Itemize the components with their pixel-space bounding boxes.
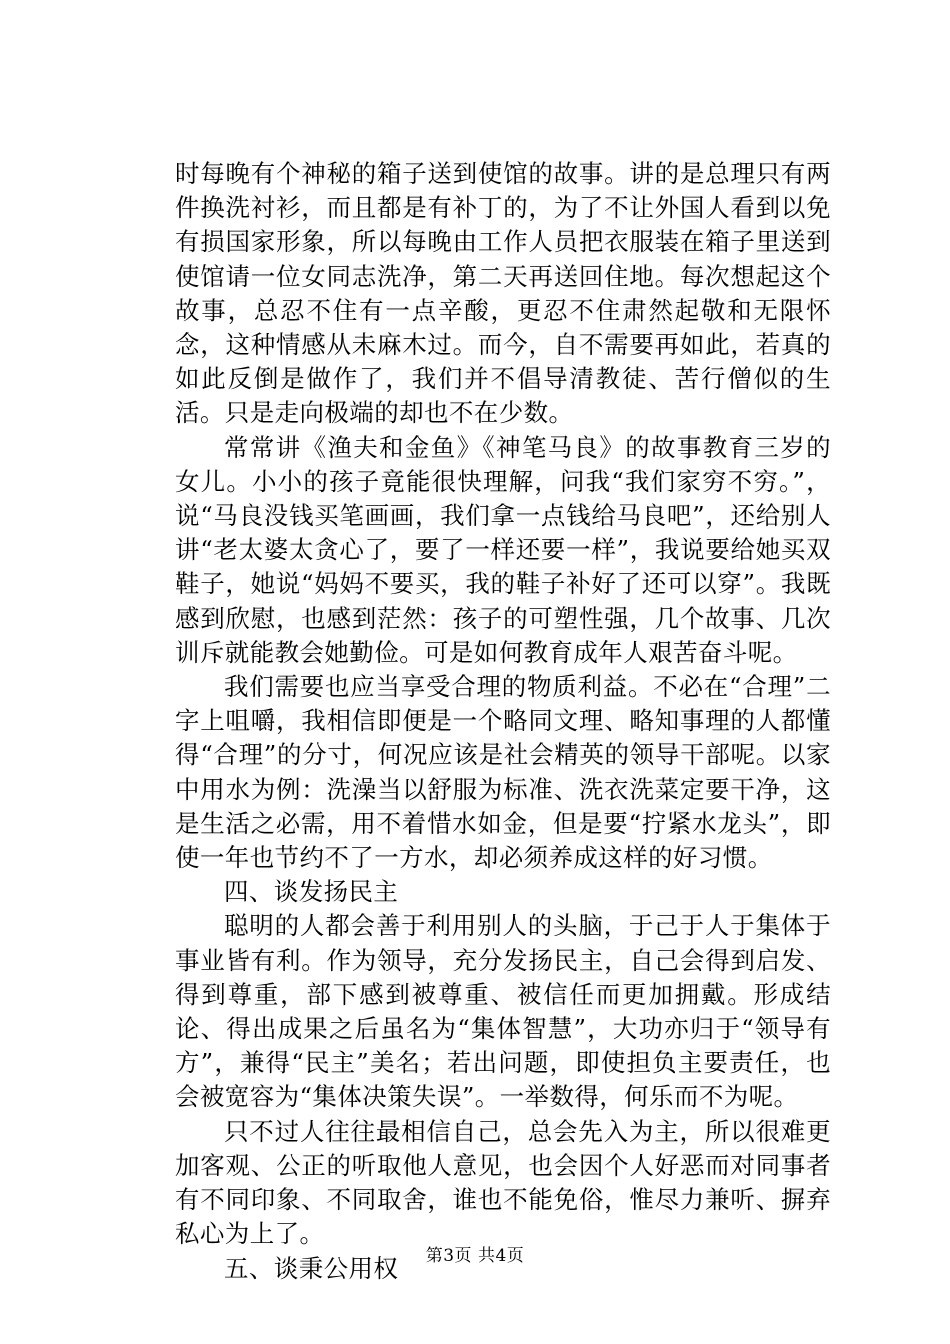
document-body	[175, 157, 831, 1286]
section-heading-power: 五、谈秉公用权	[224, 1253, 399, 1283]
paragraph-democracy: 聪明的人都会善于利用别人的头脑，于己于人于集体于事业皆有利。作为领导，充分发扬民主，自己会得到启发、得到尊重，部下感到被尊重、被信任而更加拥戴。形成结论、得出成果之后虽名为“集体智慧”，大功亦归于“领导有方”，兼得“民主”美名；若出问题，即使担负主要责任，也会被宽容为“集体决策失误”。一举数得，何乐而不为呢。	[175, 911, 831, 1112]
paragraph-listen-others: 只不过人往往最相信自己，总会先入为主，所以很难更加客观、公正的听取他人意见，也会因个人好恶而对同事者有不同印象、不同取舍，谁也不能免俗，惟尽力兼听、摒弃私心为上了。	[175, 1116, 831, 1249]
paragraph-reasonable-interest: 我们需要也应当享受合理的物质利益。不必在“合理”二字上咀嚼，我相信即便是一个略同文理、略知事理的人都懂得“合理”的分寸，何况应该是社会精英的领导干部呢。以家中用水为例：洗澡当以舒服为标准、洗衣洗菜定要干净，这是生活之必需，用不着惜水如金，但是要“拧紧水龙头”，即使一年也节约不了一方水，却必须养成这样的好习惯。	[175, 672, 831, 873]
section-heading-democracy: 四、谈发扬民主	[224, 877, 399, 907]
paragraph-continuation: 时每晚有个神秘的箱子送到使馆的故事。讲的是总理只有两件换洗衬衫，而且都是有补丁的，为了不让外国人看到以免有损国家形象，所以每晚由工作人员把衣服装在箱子里送到使馆请一位女同志洗净，第二天再送回住地。每次想起这个故事，总忍不住有一点辛酸，更忍不住肃然起敬和无限怀念，这种情感从未麻木过。而今，自不需要再如此，若真的如此反倒是做作了，我们并不倡导清教徒、苦行僧似的生活。只是走向极端的却也不在少数。	[175, 159, 831, 428]
page-footer: 第3页 共4页	[425, 1246, 525, 1266]
paragraph-daughter-story: 常常讲《渔夫和金鱼》《神笔马良》的故事教育三岁的女儿。小小的孩子竟能很快理解，问我“我们家穷不穷。”，说“马良没钱买笔画画，我们拿一点钱给马良吧”，还给别人讲“老太婆太贪心了，要了一样还要一样”，我说要给她买双鞋子，她说“妈妈不要买，我的鞋子补好了还可以穿”。我既感到欣慰，也感到茫然：孩子的可塑性强，几个故事、几次训斥就能教会她勤俭。可是如何教育成年人艰苦奋斗呢。	[175, 432, 831, 667]
